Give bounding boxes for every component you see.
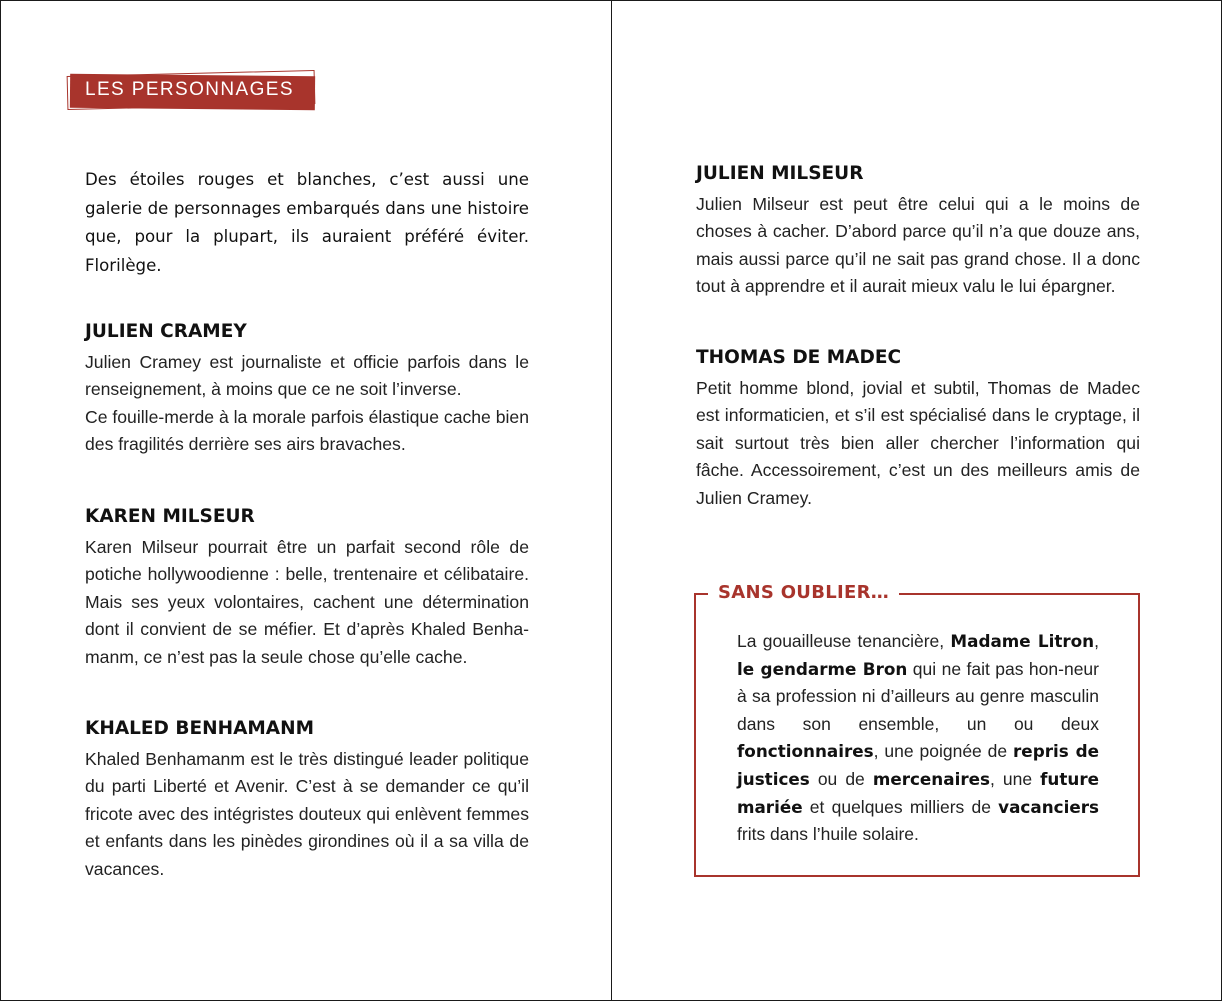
aside-highlight-mercenaires: mercenaires	[872, 768, 990, 789]
right-page	[612, 1, 1222, 1000]
left-page	[1, 1, 611, 1000]
aside-highlight-vacanciers: vacanciers	[998, 796, 1099, 817]
character-description: Julien Cramey est journaliste et officie parfois dans le renseignement, à moins que ce ne soit l’inverse.	[85, 352, 529, 400]
aside-highlight-gendarme-bron: le gendarme Bron	[737, 658, 908, 679]
aside-highlight-madame-litron: Madame Litron	[950, 631, 1095, 651]
aside-text-run: ou de	[809, 768, 873, 789]
aside-text-run: ,	[1094, 631, 1099, 651]
character-description-continued: Ce fouille-merde à la morale parfois élastique cache bien des fragilités derrière ses airs bravaches.	[85, 406, 529, 455]
character-thomas-de-madec	[696, 347, 1140, 512]
character-julien-cramey	[85, 321, 529, 459]
aside-text-run: frits dans l’huile solaire.	[737, 824, 919, 845]
character-julien-milseur	[696, 163, 1140, 301]
character-khaled-benhamanm	[85, 718, 529, 883]
character-name: KHALED BENHAMANM	[85, 718, 315, 739]
character-name: KAREN MILSEUR	[85, 506, 255, 527]
aside-title: SANS OUBLIER…	[708, 579, 899, 607]
aside-text-run: La gouailleuse tenancière,	[737, 631, 951, 651]
aside-text-run: qui ne fait pas hon-neur à sa profession ni d’ailleurs au genre masculin dans son ensemble, un ou deux	[737, 658, 1099, 734]
character-description: Khaled Benhamanm est le très distingué leader politique du parti Liberté et Avenir. C’est à se demander ce qu’il fricote avec des intégristes douteux qui enlèvent femmes et enfants dans les pinèdes girondines où il a sa villa de vacances.	[85, 749, 529, 879]
aside-text-run: , une	[989, 768, 1041, 789]
character-description: Karen Milseur pourrait être un parfait second rôle de potiche hollywoodienne : belle, trentenaire et célibataire. Mais ses yeux volontaires, cachent une détermination dont il convient de se méfier. Et d’après Khaled Benha-manm, ce n’est pas la seule chose qu’elle cache.	[85, 537, 529, 667]
character-description: Julien Milseur est peut être celui qui a le moins de choses à cacher. D’abord parce qu’il n’a que douze ans, mais aussi parce qu’il ne sait pas grand chose. Il a donc tout à apprendre et il aurait mieux valu le lui épargner.	[696, 194, 1140, 297]
character-name: JULIEN CRAMEY	[85, 321, 247, 342]
aside-text-run: , une poignée de	[873, 741, 1014, 762]
character-name: JULIEN MILSEUR	[696, 163, 864, 184]
section-tag	[67, 73, 317, 111]
character-karen-milseur	[85, 506, 529, 671]
aside-text	[737, 628, 1099, 849]
character-description: Petit homme blond, jovial et subtil, Thomas de Madec est informaticien, et s’il est spécialisé dans le cryptage, il sait surtout très bien aller chercher l’information qui fâche. Accessoirement, c’est un des meilleurs amis de Julien Cramey.	[696, 378, 1140, 508]
aside-highlight-repris-de-justices: repris de justices	[737, 741, 1099, 789]
aside-text-run: et quelques milliers de	[802, 796, 999, 817]
aside-highlight-fonctionnaires: fonctionnaires	[737, 741, 874, 762]
sans-oublier-box	[694, 582, 1140, 877]
section-title: LES PERSONNAGES	[85, 79, 294, 100]
character-name: THOMAS DE MADEC	[696, 347, 902, 368]
aside-highlight-future-mariee: future mariée	[737, 768, 1099, 817]
intro-paragraph: Des étoiles rouges et blanches, c’est aussi une galerie de personnages embarqués dans une histoire que, pour la plupart, ils auraient préféré éviter. Florilège.	[85, 170, 529, 276]
